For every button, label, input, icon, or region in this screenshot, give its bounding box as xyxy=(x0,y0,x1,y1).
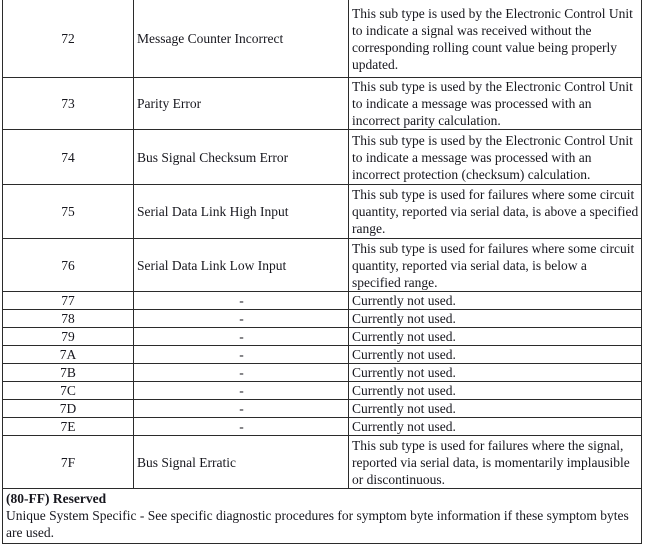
symptom-name-cell: - xyxy=(134,400,349,418)
symptom-code-cell: 7E xyxy=(3,418,134,436)
symptom-code-cell: 7C xyxy=(3,382,134,400)
symptom-code-cell: 79 xyxy=(3,328,134,346)
symptom-description-cell: This sub type is used by the Electronic Control Unit to indicate a message was processed with an incorrect parity calculation. xyxy=(349,78,642,130)
table-row xyxy=(3,346,642,364)
table-row xyxy=(3,436,642,489)
symptom-name-cell: - xyxy=(134,328,349,346)
symptom-description-cell: Currently not used. xyxy=(349,400,642,418)
symptom-description-cell: This sub type is used by the Electronic Control Unit to indicate a signal was received without the corresponding rolling count value being properly updated. xyxy=(349,0,642,78)
symptom-code-cell: 7A xyxy=(3,346,134,364)
symptom-code-cell: 76 xyxy=(3,239,134,292)
symptom-name-cell: Bus Signal Erratic xyxy=(134,436,349,489)
symptom-name-cell: Parity Error xyxy=(134,78,349,130)
symptom-description-cell: Currently not used. xyxy=(349,418,642,436)
reserved-range-title: (80-FF) Reserved xyxy=(6,491,107,506)
symptom-name-cell: - xyxy=(134,364,349,382)
table-row xyxy=(3,310,642,328)
symptom-description-cell: Currently not used. xyxy=(349,292,642,310)
table-row xyxy=(3,78,642,130)
table-row xyxy=(3,400,642,418)
symptom-code-cell: 78 xyxy=(3,310,134,328)
table-row xyxy=(3,382,642,400)
table-row xyxy=(3,328,642,346)
symptom-name-cell: - xyxy=(134,418,349,436)
symptom-code-cell: 72 xyxy=(3,0,134,78)
table-row xyxy=(3,0,642,78)
symptom-code-cell: 73 xyxy=(3,78,134,130)
symptom-name-cell: Message Counter Incorrect xyxy=(134,0,349,78)
symptom-description-cell: This sub type is used for failures where some circuit quantity, reported via serial data, is below a specified range. xyxy=(349,239,642,292)
symptom-name-cell: Bus Signal Checksum Error xyxy=(134,130,349,185)
symptom-description-cell: Currently not used. xyxy=(349,346,642,364)
table-row xyxy=(3,418,642,436)
symptom-description-cell: Currently not used. xyxy=(349,382,642,400)
symptom-code-cell: 77 xyxy=(3,292,134,310)
symptom-code-cell: 75 xyxy=(3,185,134,239)
reserved-range-cell xyxy=(3,489,642,544)
table-footer-row xyxy=(3,489,642,544)
table-row xyxy=(3,130,642,185)
symptom-name-cell: Serial Data Link Low Input xyxy=(134,239,349,292)
symptom-description-cell: This sub type is used for failures where some circuit quantity, reported via serial data, is above a specified range. xyxy=(349,185,642,239)
reserved-range-text: Unique System Specific - See specific diagnostic procedures for symptom byte information if these symptom bytes are used. xyxy=(6,508,629,540)
symptom-name-cell: Serial Data Link High Input xyxy=(134,185,349,239)
symptom-description-cell: Currently not used. xyxy=(349,364,642,382)
symptom-code-cell: 7D xyxy=(3,400,134,418)
symptom-name-cell: - xyxy=(134,310,349,328)
table-row xyxy=(3,292,642,310)
table-row xyxy=(3,239,642,292)
symptom-byte-table xyxy=(2,0,642,544)
symptom-name-cell: - xyxy=(134,382,349,400)
symptom-description-cell: Currently not used. xyxy=(349,310,642,328)
symptom-description-cell: This sub type is used for failures where the signal, reported via serial data, is momentarily implausible or discontinuous. xyxy=(349,436,642,489)
symptom-code-cell: 7B xyxy=(3,364,134,382)
symptom-table-body xyxy=(3,0,642,489)
symptom-name-cell: - xyxy=(134,346,349,364)
table-row xyxy=(3,185,642,239)
table-row xyxy=(3,364,642,382)
symptom-code-cell: 74 xyxy=(3,130,134,185)
symptom-table-footer xyxy=(3,489,642,544)
symptom-description-cell: Currently not used. xyxy=(349,328,642,346)
symptom-code-cell: 7F xyxy=(3,436,134,489)
symptom-description-cell: This sub type is used by the Electronic Control Unit to indicate a message was processed with an incorrect protection (checksum) calculation. xyxy=(349,130,642,185)
symptom-name-cell: - xyxy=(134,292,349,310)
